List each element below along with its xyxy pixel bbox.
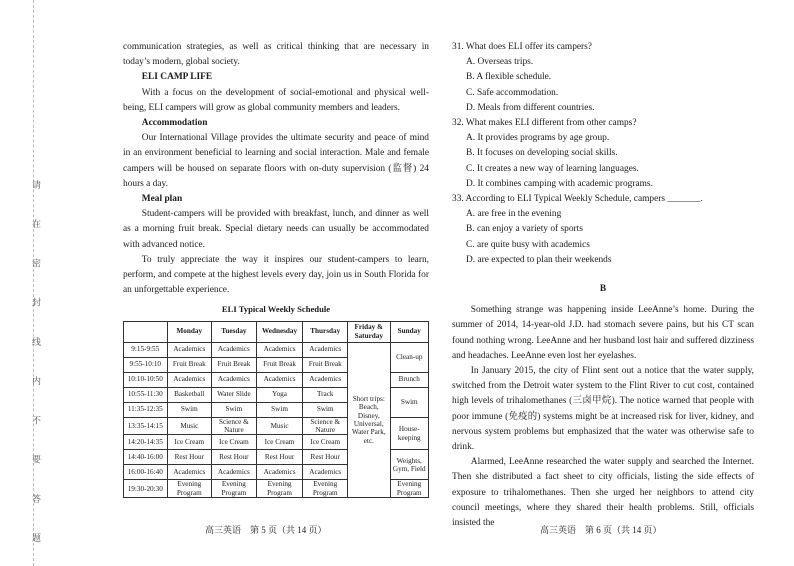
time-cell: 9:15-9:55 — [124, 342, 168, 357]
table-cell: Academics — [256, 372, 303, 387]
schedule-table — [123, 321, 429, 499]
question-32: 32. What makes ELI different from other camps? — [452, 118, 637, 129]
option: C. It creates a new way of learning languages. — [466, 163, 639, 174]
paragraph: Our International Village provides the ultimate security and peace of mind in an environment beneficial to learning and social interaction. Male and female campers will be housed on separate floors with on-duty supervision (监督) 24 hours a day. — [123, 133, 429, 189]
heading-camp-life: ELI CAMP LIFE — [141, 72, 213, 83]
table-cell: Music — [256, 417, 303, 435]
table-cell: Rest Hour — [212, 450, 257, 465]
time-cell: 11:35-12:35 — [124, 402, 168, 417]
friday-saturday-cell: Short trips: Beach, Disney, Universal, Water Park, etc. — [348, 342, 391, 498]
paragraph: To truly appreciate the way it inspires our student-campers to learn, perform, and compete at the highest levels every day, join us in South Florida for an unforgettable experience. — [123, 254, 429, 296]
page-footer-right: 高三英语 第 6 页（共 14 页） — [540, 525, 662, 535]
table-cell: Academics — [303, 465, 348, 480]
option: D. are expected to plan their weekends — [466, 254, 612, 265]
option: D. Meals from different countries. — [466, 102, 595, 113]
table-cell: Yoga — [256, 387, 303, 402]
table-cell: Music — [167, 417, 212, 435]
table-caption: ELI Typical Weekly Schedule — [221, 304, 331, 315]
paragraph: With a focus on the development of social-emotional and physical well-being, ELI campers will grow as global community members and leaders. — [123, 87, 429, 113]
option: C. Safe accommodation. — [466, 87, 559, 98]
option: C. are quite busy with academics — [466, 239, 590, 250]
left-column — [123, 40, 429, 498]
page-footer-left: 高三英语 第 5 页（共 14 页） — [205, 525, 327, 535]
section-heading: B — [599, 284, 607, 295]
time-cell: 10:10-10:50 — [124, 372, 168, 387]
table-cell: Swim — [167, 402, 212, 417]
table-cell: Academics — [212, 372, 257, 387]
time-cell: 10:55-11:30 — [124, 387, 168, 402]
option: B. can enjoy a variety of sports — [466, 224, 583, 235]
option: B. It focuses on developing social skills. — [466, 148, 618, 159]
table-cell: Swim — [256, 402, 303, 417]
table-cell: Evening Program — [303, 480, 348, 498]
table-cell: Academics — [212, 465, 257, 480]
option: A. are free in the evening — [466, 209, 562, 220]
table-cell: Academics — [303, 342, 348, 357]
sunday-cell: Clean-up — [390, 342, 428, 372]
table-cell: Ice Cream — [212, 435, 257, 450]
table-cell: Academics — [167, 342, 212, 357]
heading-meal-plan: Meal plan — [141, 194, 183, 205]
header-cell: Sunday — [390, 321, 428, 342]
header-cell: Wednesday — [256, 321, 303, 342]
table-cell: Ice Cream — [256, 435, 303, 450]
table-cell: Academics — [256, 342, 303, 357]
table-cell: Fruit Break — [256, 357, 303, 372]
table-row — [124, 342, 429, 357]
option: A. It provides programs by age group. — [466, 133, 610, 144]
table-cell: Academics — [167, 372, 212, 387]
header-cell: Friday & Saturday — [348, 321, 391, 342]
table-cell: Fruit Break — [303, 357, 348, 372]
binding-margin — [0, 0, 20, 566]
paragraph: communication strategies, as well as critical thinking that are necessary in today’s modern, global society. — [123, 42, 429, 68]
time-cell: 9:55-10:10 — [124, 357, 168, 372]
table-cell: Swim — [212, 402, 257, 417]
table-cell: Academics — [212, 342, 257, 357]
header-cell: Tuesday — [212, 321, 257, 342]
option: B. A flexible schedule. — [466, 72, 552, 83]
heading-accommodation: Accommodation — [141, 118, 208, 129]
table-cell: Fruit Break — [212, 357, 257, 372]
table-cell: Track — [303, 387, 348, 402]
sunday-cell: House-keeping — [390, 417, 428, 450]
table-cell: Fruit Break — [167, 357, 212, 372]
paragraph: Alarmed, LeeAnne researched the water supply and searched the Internet. Then she distributed a fact sheet to city officials, listing the side effects of exposure to trihalomethanes. Then she urged her neighbors to attend city council meetings, where they shared their health problems. Still, officials insisted the — [452, 457, 754, 529]
paragraph: In January 2015, the city of Flint sent out a notice that the water supply, switched from the Detroit water system to the Flint River to cut cost, contained high levels of trihalomethanes (三卤甲烷). The notice warned that people with poor immune (免疫的) systems might be at increased risk for liver, kidney, and nervous system problems but emphasized that the water was otherwise safe to drink. — [452, 366, 754, 453]
table-cell: Evening Program — [167, 480, 212, 498]
table-cell: Academics — [167, 465, 212, 480]
table-cell: Rest Hour — [167, 450, 212, 465]
sunday-cell: Weights, Gym, Field — [390, 450, 428, 480]
table-cell: Academics — [256, 465, 303, 480]
header-cell — [124, 321, 168, 342]
question-31: 31. What does ELI offer its campers? — [452, 42, 592, 52]
table-cell: Academics — [303, 372, 348, 387]
table-header-row — [124, 321, 429, 342]
table-cell: Basketball — [167, 387, 212, 402]
option: A. Overseas trips. — [466, 57, 534, 68]
time-cell: 14:40-16:00 — [124, 450, 168, 465]
table-cell: Ice Cream — [167, 435, 212, 450]
table-cell: Science & Nature — [212, 417, 257, 435]
table-cell: Ice Cream — [303, 435, 348, 450]
header-cell: Thursday — [303, 321, 348, 342]
paragraph: Student-campers will be provided with breakfast, lunch, and dinner as well as a morning fruit break. Special dietary needs can usually be accommodated with advanced notice. — [123, 209, 429, 250]
time-cell: 13:35-14:15 — [124, 417, 168, 435]
table-cell: Science & Nature — [303, 417, 348, 435]
table-cell: Rest Hour — [303, 450, 348, 465]
table-cell: Evening Program — [256, 480, 303, 498]
sunday-cell: Brunch — [390, 372, 428, 387]
option: D. It combines camping with academic programs. — [466, 178, 653, 189]
table-cell: Rest Hour — [256, 450, 303, 465]
sunday-cell: Evening Program — [390, 480, 428, 498]
table-cell: Swim — [303, 402, 348, 417]
question-33: 33. According to ELI Typical Weekly Schedule, campers _______. — [452, 194, 703, 205]
right-column — [452, 40, 754, 531]
table-cell: Water Slide — [212, 387, 257, 402]
time-cell: 14:20-14:35 — [124, 435, 168, 450]
header-cell: Monday — [167, 321, 212, 342]
table-cell: Evening Program — [212, 480, 257, 498]
seal-line-notice: 请 在 密 封 线 内 不 要 答 题 — [31, 180, 41, 557]
sunday-cell: Swim — [390, 387, 428, 417]
paragraph: Something strange was happening inside LeeAnne’s home. During the summer of 2014, 14-year-old J.D. had stomach severe pains, but his CT scan found nothing wrong. LeeAnne and her husband lost hair and suffered dizziness and headaches. LeeAnne even lost her eyelashes. — [452, 305, 754, 361]
time-cell: 19:30-20:30 — [124, 480, 168, 498]
time-cell: 16:00-16:40 — [124, 465, 168, 480]
